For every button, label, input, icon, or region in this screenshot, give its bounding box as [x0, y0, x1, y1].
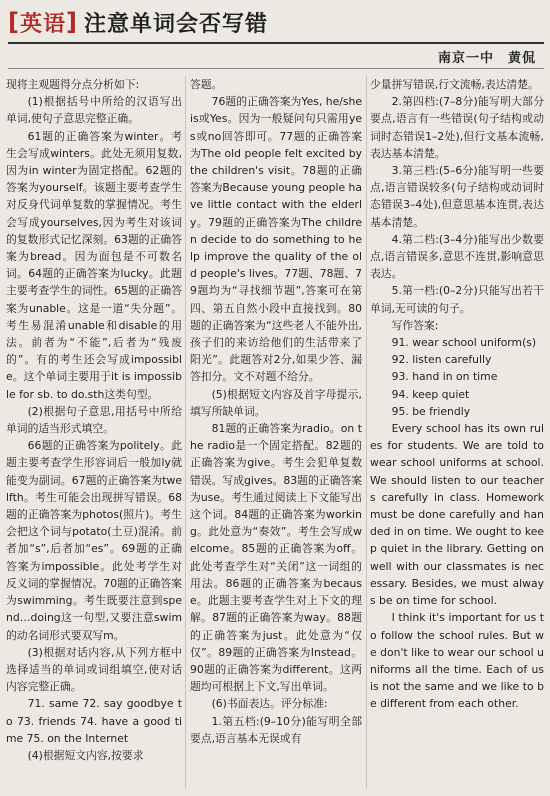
- paragraph: (5)根据短文内容及首字母提示,填写所缺单词。: [190, 387, 362, 418]
- author-byline: 南京一中 黄侃: [437, 51, 536, 66]
- paragraph: 少量拼写错误,行文流畅,表达清楚。: [370, 78, 539, 91]
- article-title: 注意单词会否写错: [83, 11, 268, 37]
- paragraph: 3.第三档:(5–6分)能写明一些要点,语言错误较多(句子结构或动词时态错误3–4处),但意思基本连贯,表达基本清楚。: [370, 164, 544, 229]
- tag-bracket-left: [: [8, 8, 20, 36]
- paragraph: 71. same 72. say goodbye to 73. friends 74. have a good time 75. on the Internet: [6, 697, 182, 745]
- paragraph: 5.第一档:(0–2分)只能写出若干单词,无可读的句子。: [370, 284, 544, 315]
- paragraph: 81题的正确答案为radio。on the radio是一个固定搭配。82题的正确答案为give。考生会犯单复数错误。写成gives。83题的正确答案为use。考生通过阅读上下文能写出这个词。84题的正确答案为working。此处意为“奏效”。考生会写成welcome。85题的正确答案为off。此处考查学生对“关闭”这一词组的用法。86题的正确答案为because。此题主要考查学生对上下文的理解。87题的正确答案为way。88题的正确答案为just。此处意为“仅仅”。89题的正确答案为Instead。90题的正确答案为different。这两题均可根据上下文,写出单词。: [190, 422, 362, 694]
- paragraph: 写作答案:: [391, 318, 439, 332]
- paragraph: 91. wear school uniform(s): [391, 336, 537, 350]
- paragraph: 92. listen carefully: [391, 353, 492, 367]
- paragraph: (4)根据短文内容,按要求: [27, 748, 144, 762]
- tag-word: 英语: [19, 11, 66, 37]
- text-column-3: [370, 76, 544, 788]
- paragraph: (6)书面表达。评分标准:: [211, 697, 328, 711]
- paragraph: 现将主观题得分点分析如下:: [6, 78, 140, 91]
- text-column-1: [6, 76, 182, 788]
- paragraph: 2.第四档:(7–8分)能写明大部分要点,语言有一些错误(句子结构或动词时态错误1–2处),但行文基本流畅,表达基本清楚。: [370, 95, 544, 160]
- paragraph: (2)根据句子意思,用括号中所给单词的适当形式填空。: [6, 404, 182, 436]
- paragraph: 93. hand in on time: [391, 370, 498, 384]
- paragraph: 76题的正确答案为Yes, he/she is或Yes。因为一般疑问句只需用yes或no回答即可。77题的正确答案为The old people felt excited by the children's visit。78题的正确答案为Because young people have little contact with the elderly。79题的正确答案为The children decide to do something to help improve the quality of the old people's lives。77题、78题、79题均为“寻找细节题”,答案可在第四、第五自然小段中直接找到。80题的正确答案为“这些老人不能外出,孩子们的来访给他们的生活带来了阳光”。此题答对2分,如果少答、漏答扣分。文不对题不给分。: [190, 95, 362, 384]
- paragraph: 94. keep quiet: [391, 387, 470, 401]
- paragraph: (3)根据对话内容,从下列方框中选择适当的单词或词组填空,使对话内容完整正确。: [6, 645, 182, 694]
- paragraph: (1)根据括号中所给的汉语写出单词,使句子意思完整正确。: [6, 95, 182, 126]
- section-tag: [8, 7, 78, 38]
- paragraph: I think it's important for us to follow the school rules. But we don't like to wear our school uniforms all the time. Each of us is not the same and we like to be different from each other.: [370, 611, 544, 711]
- paragraph: 61题的正确答案为winter。考生会写成winters。此处无须用复数,因为in winter为固定搭配。62题的答案为yourself。该题主要考查学生对反身代词单复数的掌握情况。考生会写成yourselves,因为考生对该词的复数形式记忆深刻。63题的正确答案为bread。因为面包是不可数名词。64题的正确答案为lucky。此题主要考查学生的词性。65题的正确答案为unable。这是一道“失分题”。考生易混淆unable和disable的用法。前者为“不能”,后者为“残废的”。有的考生还会写成impossible。这个单词主要用于it is impossible for sb. to do.sth这类句型。: [6, 129, 182, 401]
- article-header: [8, 6, 544, 38]
- paragraph: 答题。: [190, 78, 223, 91]
- column-divider: [185, 76, 186, 788]
- title-rule: [8, 42, 544, 44]
- paragraph: 1.第五档:(9–10分)能写明全部要点,语言基本无误或有: [190, 714, 362, 745]
- column-divider: [366, 76, 367, 788]
- paragraph: 66题的正确答案为politely。此题主要考查学生形容词后一般加ly就能变为副词。67题的正确答案为twelfth。考生可能会出现拼写错误。68题的正确答案为photos(照片)。考生会把这个词与potato(土豆)混淆。前者加“s”,后者加“es”。69题的正确答案为impossible。此处考学生对反义词的掌握情况。70题的正确答案为swimming。考生既要注意到spend…doing这一句型,又要注意swim的动名词形式要双写m。: [6, 439, 182, 642]
- byline-rule: [8, 68, 544, 69]
- paragraph: 4.第二档:(3–4分)能写出少数要点,语言错误多,意思不连贯,影响意思表达。: [370, 232, 544, 281]
- paragraph: 95. be friendly: [391, 404, 471, 418]
- text-column-2: [190, 76, 362, 788]
- tag-bracket-right: ]: [65, 8, 78, 36]
- paragraph: Every school has its own rules for students. We are told to wear school uniforms at school. We should listen to our teachers carefully in class. Homework must be done carefully and handed in on time. We ought to keep quiet in the library. Getting on well with our classmates is necessary. Besides, we must always be on time for school.: [370, 422, 544, 608]
